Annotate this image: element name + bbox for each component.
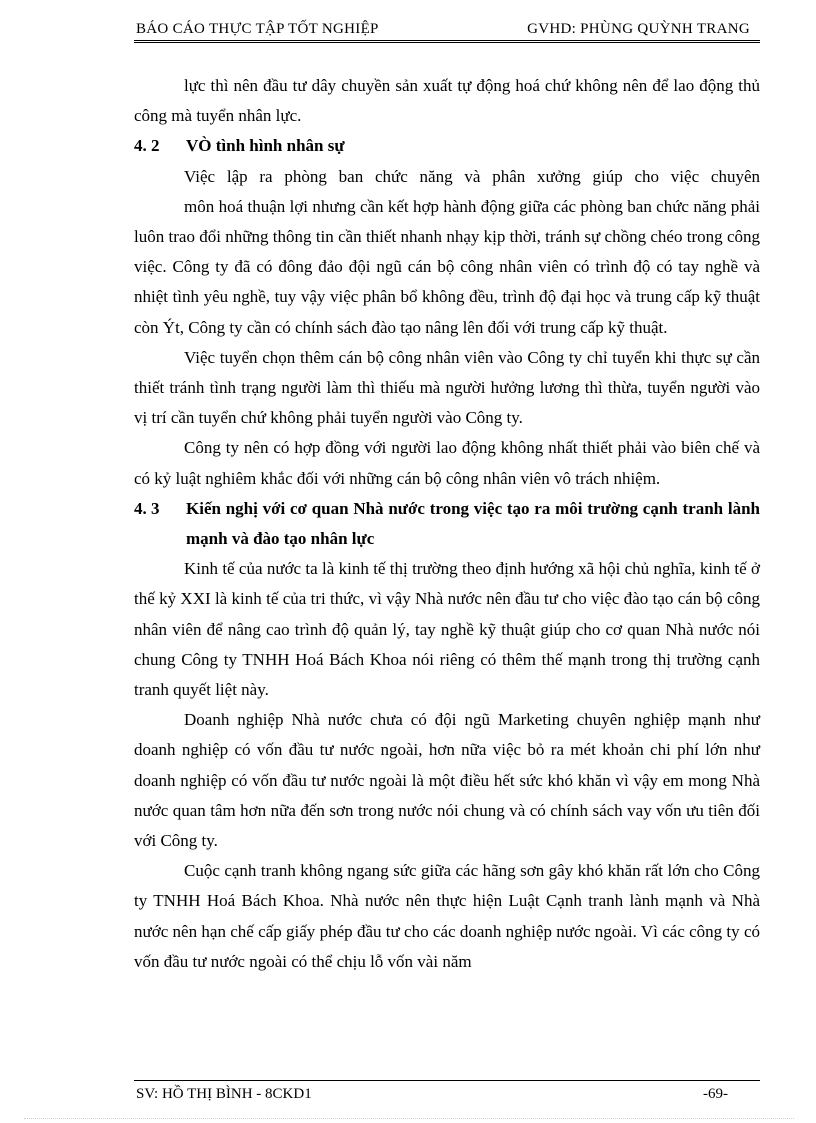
page-footer [134, 1080, 760, 1102]
paragraph: Kinh tế của nước ta là kinh tế thị trường theo định hướng xã hội chủ nghĩa, kinh tế ở thế kỷ XXI là kinh tế của tri thức, vì vậy Nhà nước nên đầu tư cho việc đào tạo cán bộ công nhân viên để nâng cao trình độ quản lý, tay nghề kỹ thuật giúp cho cơ quan Nhà nước nói chung Công ty TNHH Hoá Bách Khoa nói riêng có thêm thế mạnh trong thị trường cạnh tranh quyết liệt này. [134, 559, 760, 700]
section-number: 4. 3 [134, 498, 160, 518]
paragraph: Việc tuyển chọn thêm cán bộ công nhân viên vào Công ty chỉ tuyển khi thực sự cần thiết tránh tình trạng người làm thì thiếu mà người hưởng lương thì thừa, tuyển người vào vị trí cần tuyển chứ không phải tuyển người vào Công ty. [134, 347, 760, 428]
paragraph: Cuộc cạnh tranh không ngang sức giữa các hãng sơn gây khó khăn rất lớn cho Công ty TNHH Hoá Bách Khoa. Nhà nước nên thực hiện Luật Cạnh tranh lành mạnh và Nhà nước nên hạn chế cấp giấy phép đầu tư cho các doanh nghiệp nước ngoài. Vì các công ty có vốn đầu tư nước ngoài có thể chịu lỗ vốn vài năm [134, 861, 760, 971]
paragraph: môn hoá thuận lợi nhưng cần kết hợp hành động giữa các phòng ban chức năng phải luôn trao đổi những thông tin cần thiết nhanh nhạy kịp thời, tránh sự chồng chéo trong công việc. Công ty đã có đông đảo đội ngũ cán bộ công nhân viên có trình độ có tay nghề và nhiệt tình yêu nghề, tuy vậy việc phân bổ không đều, trình độ đại học và trung cấp kỹ thuật còn Ýt, Công ty cần có chính sách đào tạo nâng lên đối với trung cấp kỹ thuật. [134, 196, 760, 337]
section-number: 4. 2 [134, 136, 160, 156]
paragraph: lực thì nên đầu tư dây chuyền sản xuất tự động hoá chứ không nên để lao động thủ công mà tuyển nhân lực. [134, 76, 760, 126]
student-name: SV: HỒ THỊ BÌNH - 8CKD1 [136, 1086, 312, 1102]
page-number: -69- [703, 1086, 728, 1102]
bottom-divider [24, 1118, 794, 1120]
paragraph: Việc lập ra phòng ban chức năng và phân xưởng giúp cho việc chuyên [184, 166, 760, 186]
paragraph: Công ty nên có hợp đồng với người lao động không nhất thiết phải vào biên chế và có kỷ luật nghiêm khắc đối với những cán bộ công nhân viên vô trách nhiệm. [134, 438, 760, 488]
section-title: VÒ tình hình nhân sự [186, 136, 345, 156]
report-title: BÁO CÁO THỰC TẬP TỐT NGHIỆP [136, 21, 379, 37]
section-title: Kiến nghị với cơ quan Nhà nước trong việc tạo ra môi trường cạnh tranh lành mạnh và đào tạo nhân lực [186, 498, 760, 549]
document-body [134, 71, 760, 977]
supervisor-name: GVHD: PHÙNG QUỲNH TRANG [527, 21, 750, 37]
page-header [134, 18, 760, 43]
section-heading-4-3 [134, 494, 760, 554]
paragraph: Doanh nghiệp Nhà nước chưa có đội ngũ Marketing chuyên nghiệp mạnh như doanh nghiệp có vốn đầu tư nước ngoài, hơn nữa việc bỏ ra mét khoản chi phí lớn như doanh nghiệp có vốn đầu tư nước ngoài là một điều hết sức khó khăn vì vậy em mong Nhà nước quan tâm hơn nữa đến sơn trong nước nói chung và có chính sách vay vốn ưu tiên đối với Công ty. [134, 710, 760, 851]
section-heading-4-2 [134, 131, 760, 161]
